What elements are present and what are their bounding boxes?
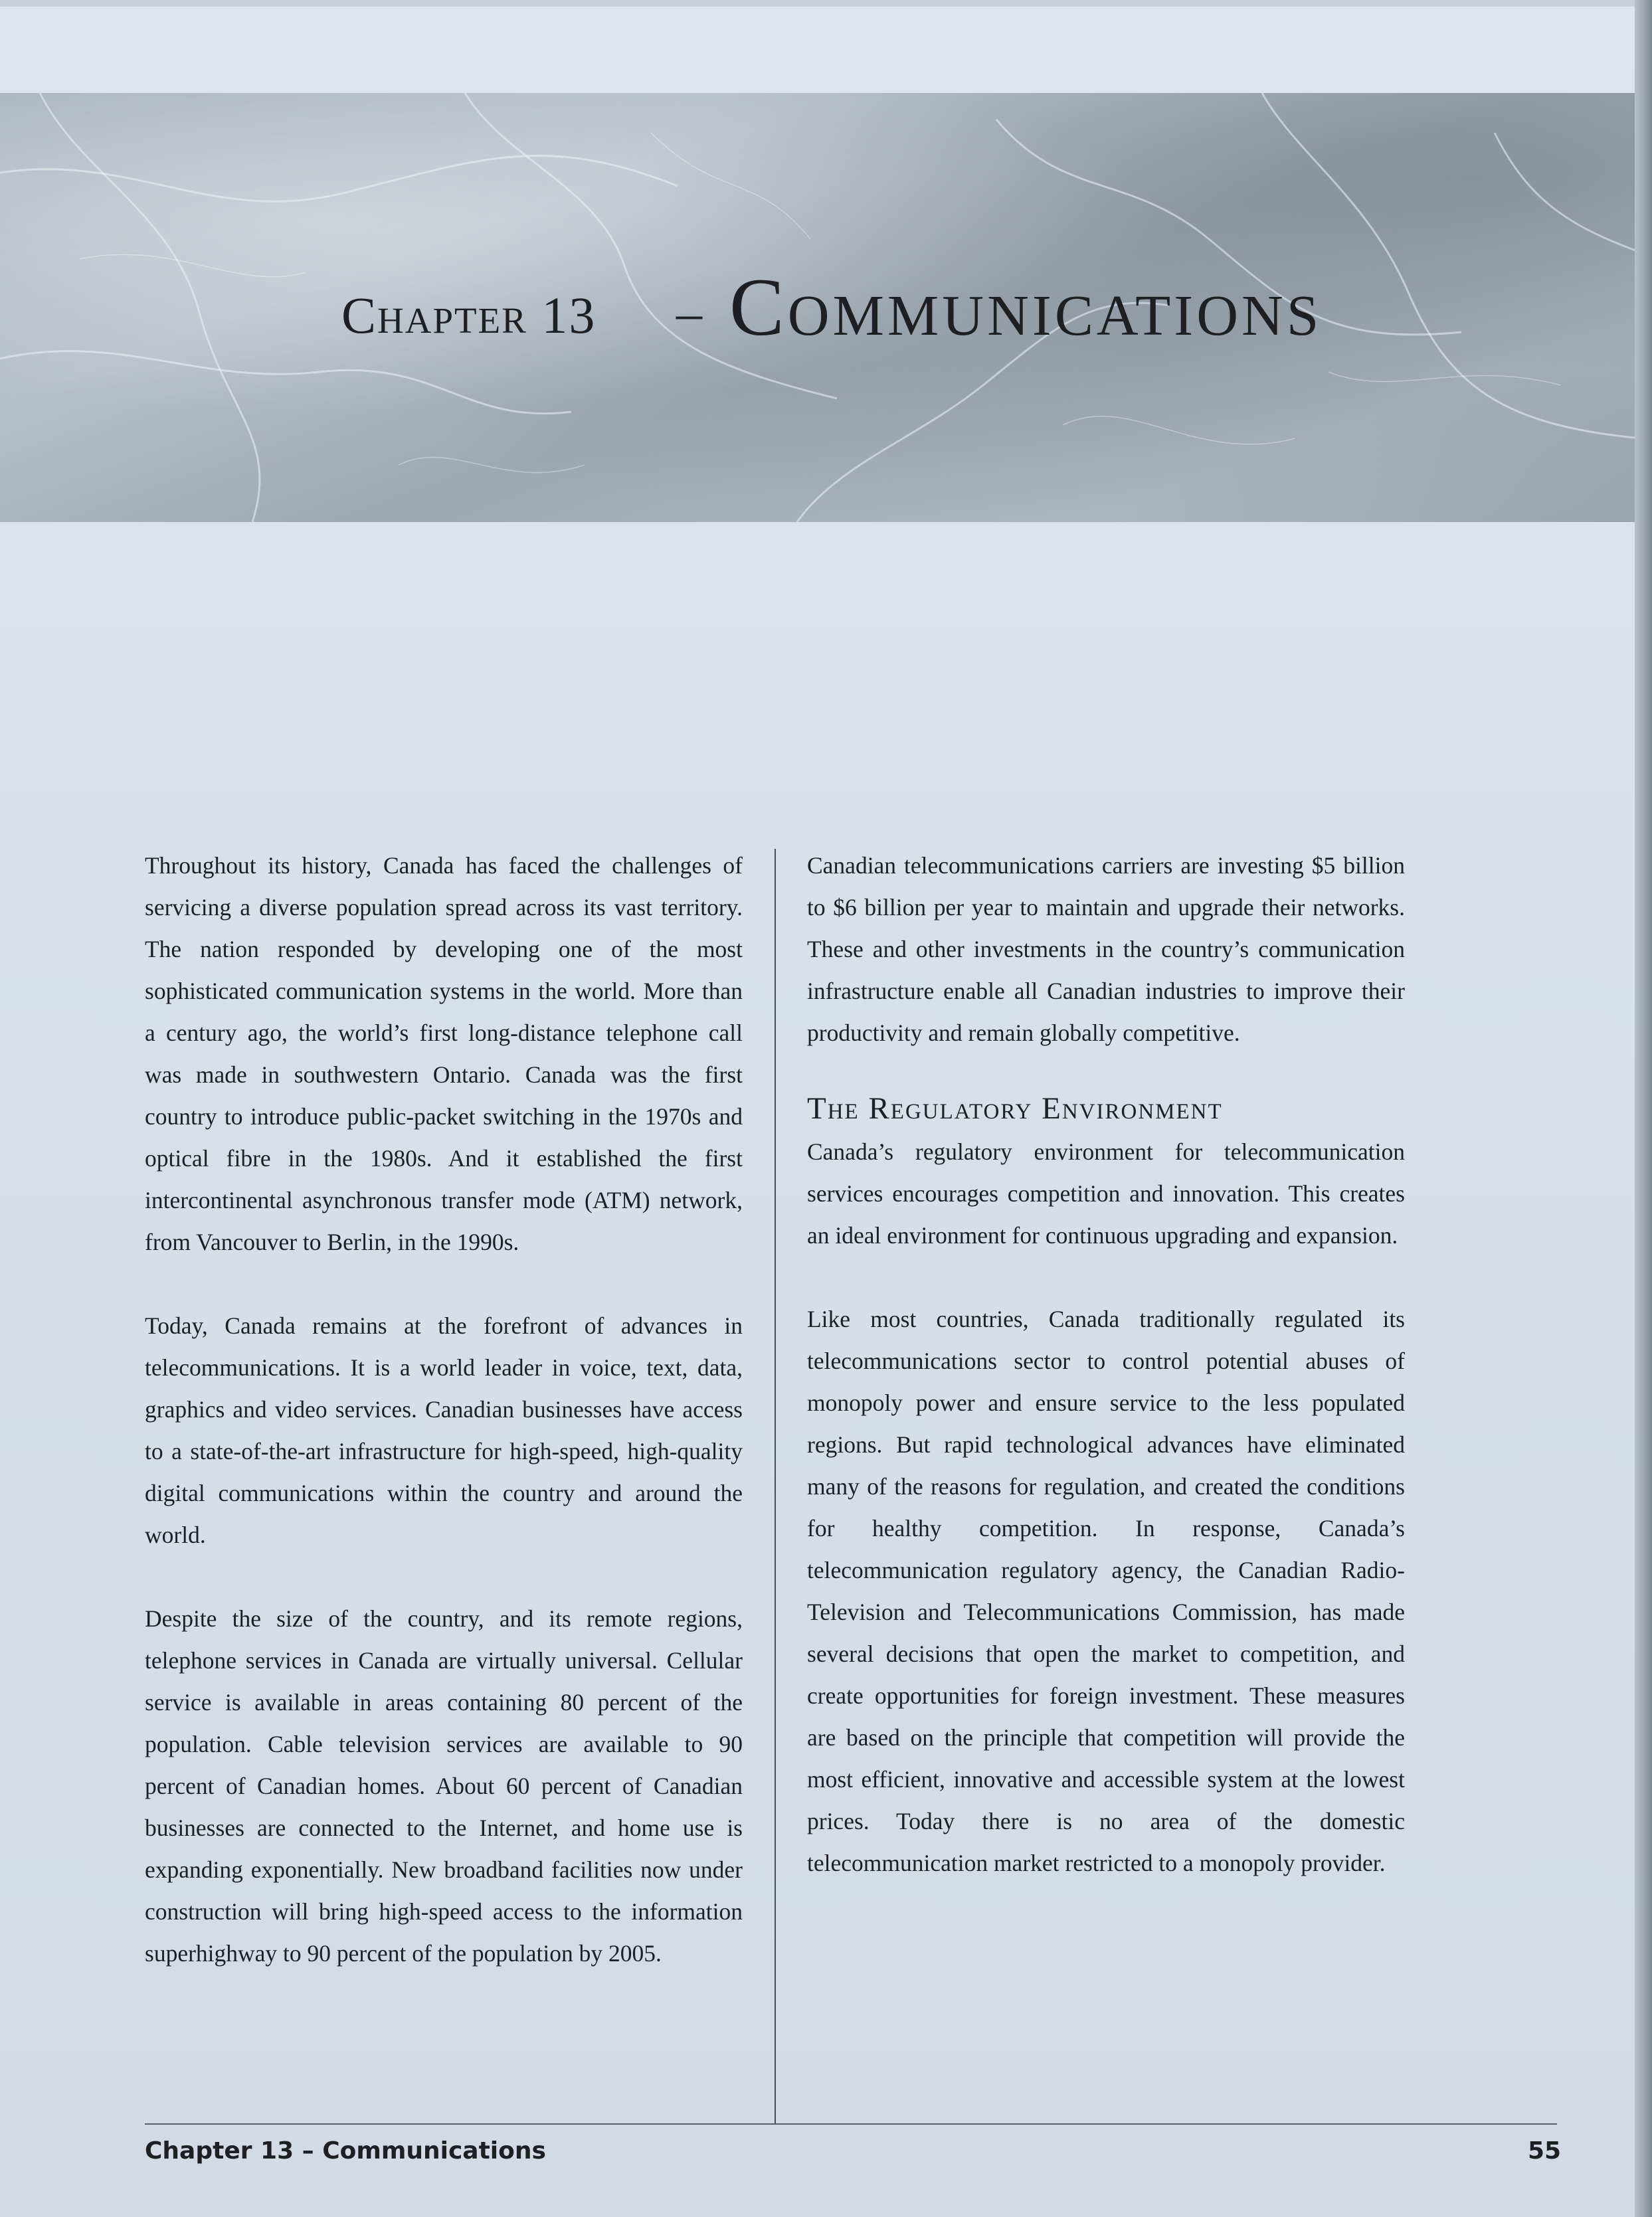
marble-banner (0, 93, 1641, 522)
right-column (807, 845, 1405, 1884)
running-footer-title: Chapter 13 – Communications (145, 2137, 546, 2165)
page-number: 55 (1528, 2137, 1562, 2165)
body-paragraph: Canadian telecommunications carriers are investing $5 billion to $6 billion per year to maintain and upgrade their networks. These and other investments in the country’s communication infrastructure enable all Canadian industries to improve their productivity and remain globally competitive. (807, 852, 1405, 1046)
column-divider (775, 849, 776, 2124)
body-paragraph: Canada’s regulatory environment for telecommunication services encourages competition and innovation. This creates an ideal environment for continuous upgrading and expansion. (807, 1138, 1405, 1249)
chapter-title (0, 93, 1641, 522)
body-paragraph: Throughout its history, Canada has faced the challenges of servicing a diverse population spread across its vast territory. The nation responded by developing one of the most sophisticated communication systems in the world. More than a century ago, the world’s first long-distance telephone call was made in southwestern Ontario. Canada was the first country to introduce public-packet switching in the 1970s and optical fibre in the 1980s. And it established the first intercontinental asynchronous transfer mode (ATM) network, from Vancouver to Berlin, in the 1990s. (145, 852, 743, 1255)
body-paragraph: Like most countries, Canada traditionally regulated its telecommunications sector to control potential abuses of monopoly power and ensure service to the less populated regions. But rapid technological advances have eliminated many of the reasons for regulation, and created the conditions for healthy competition. In response, Canada’s telecommunication regulatory agency, the Canadian Radio-Television and Telecommunications Commission, has made several decisions that open the market to competition, and create opportunities for foreign investment. These measures are based on the principle that competition will provide the most efficient, innovative and accessible system at the lowest prices. Today there is no area of the domestic telecommunication market restricted to a monopoly provider. (807, 1306, 1405, 1876)
book-spine-edge (1635, 0, 1652, 2217)
chapter-title-main: Communications (729, 262, 1323, 353)
section-heading: The Regulatory Environment (807, 1091, 1223, 1126)
body-paragraph: Despite the size of the country, and its remote regions, telephone services in Canada are virtually universal. Cellular service is available in areas containing 80 percent of the population. Cable television services are available to 90 percent of Canadian homes. About 60 percent of Canadian businesses are connected to the Internet, and home use is expanding exponentially. New broadband facilities now under construction will bring high-speed access to the information superhighway to 90 percent of the population by 2005. (145, 1605, 743, 1967)
footer-divider (145, 2123, 1557, 2125)
left-column (145, 845, 743, 1975)
body-paragraph: Today, Canada remains at the forefront of advances in telecommunications. It is a world leader in voice, text, data, graphics and video services. Canadian businesses have access to a state-of-the-art infrastructure for high-speed, high-quality digital communications within the country and around the world. (145, 1312, 743, 1548)
chapter-title-prefix: Chapter 13 (341, 286, 597, 344)
chapter-title-dash: – (676, 284, 702, 341)
